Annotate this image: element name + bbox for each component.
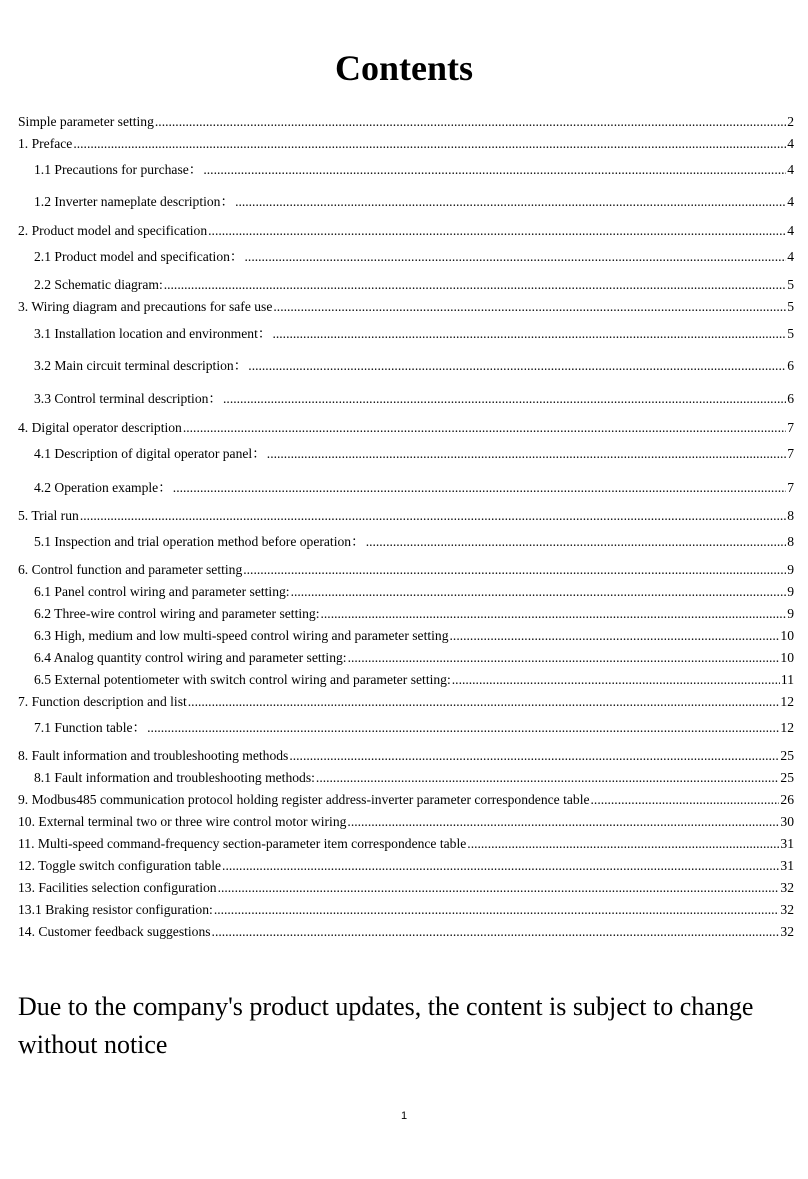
toc-entry-label: 4.1 Description of digital operator panel： xyxy=(34,446,266,461)
toc-entry-4-1[interactable] xyxy=(34,445,794,463)
toc-entry-page: 32 xyxy=(780,902,794,917)
toc-entry-page: 26 xyxy=(780,792,794,807)
toc-entry-label: 13.1 Braking resistor configuration: xyxy=(18,902,213,917)
toc-leader xyxy=(267,445,786,463)
toc-leader xyxy=(214,901,780,919)
toc-leader xyxy=(245,248,787,266)
toc-entry-label: 5. Trial run xyxy=(18,508,79,523)
toc-entry-label: 11. Multi-speed command-frequency section-parameter item correspondence table xyxy=(18,836,467,851)
toc-entry-6-4[interactable] xyxy=(34,649,794,667)
toc-entry-label: 2.2 Schematic diagram: xyxy=(34,277,163,292)
toc-entry-label: 4. Digital operator description xyxy=(18,420,182,435)
toc-leader xyxy=(289,747,779,765)
toc-entry-5-1[interactable] xyxy=(34,533,794,551)
toc-leader xyxy=(80,507,786,525)
toc-entry-page: 4 xyxy=(787,162,794,177)
toc-entry-6-1[interactable] xyxy=(34,583,794,601)
toc-entry-page: 9 xyxy=(787,606,794,621)
toc-entry-page: 11 xyxy=(780,672,794,687)
toc-entry-page: 5 xyxy=(787,299,794,314)
toc-entry-page: 32 xyxy=(780,880,794,895)
toc-leader xyxy=(218,879,780,897)
toc-entry-page: 10 xyxy=(780,650,794,665)
toc-entry-label: 3. Wiring diagram and precautions for safe use xyxy=(18,299,273,314)
toc-leader xyxy=(223,390,786,408)
toc-entry-2[interactable] xyxy=(18,222,794,240)
toc-leader xyxy=(73,135,786,153)
toc-leader xyxy=(248,357,786,375)
toc-leader xyxy=(212,923,780,941)
toc-leader xyxy=(348,649,780,667)
toc-entry-label: 6.3 High, medium and low multi-speed control wiring and parameter setting xyxy=(34,628,449,643)
toc-entry-page: 2 xyxy=(787,114,794,129)
toc-entry-14[interactable] xyxy=(18,923,794,941)
toc-leader xyxy=(208,222,786,240)
toc-leader xyxy=(188,693,780,711)
toc-entry-label: 6. Control function and parameter setting xyxy=(18,562,243,577)
toc-leader xyxy=(291,583,787,601)
toc-entry-2-1[interactable] xyxy=(34,248,794,266)
toc-entry-6-3[interactable] xyxy=(34,627,794,645)
toc-entry-page: 31 xyxy=(780,858,794,873)
toc-leader xyxy=(366,533,787,551)
toc-entry-label: 4.2 Operation example： xyxy=(34,480,172,495)
toc-entry-label: 5.1 Inspection and trial operation method before operation： xyxy=(34,534,365,549)
toc-entry-8[interactable] xyxy=(18,747,794,765)
toc-entry-label: 14. Customer feedback suggestions xyxy=(18,924,211,939)
toc-leader xyxy=(450,627,780,645)
toc-leader xyxy=(222,857,779,875)
toc-entry-page: 8 xyxy=(787,534,794,549)
toc-entry-page: 12 xyxy=(780,694,794,709)
toc-entry-label: 8.1 Fault information and troubleshooting methods: xyxy=(34,770,315,785)
toc-entry-3-1[interactable] xyxy=(34,325,794,343)
toc-entry-label: 6.1 Panel control wiring and parameter setting: xyxy=(34,584,290,599)
toc-leader xyxy=(316,769,779,787)
toc-leader xyxy=(321,605,787,623)
toc-leader xyxy=(173,479,786,497)
toc-leader xyxy=(347,813,779,831)
toc-entry-label: 1.2 Inverter nameplate description： xyxy=(34,194,235,209)
toc-leader xyxy=(273,298,786,316)
toc-entry-page: 4 xyxy=(787,136,794,151)
toc-entry-label: 6.5 External potentiometer with switch control wiring and parameter setting: xyxy=(34,672,451,687)
toc-entry-label: 3.2 Main circuit terminal description： xyxy=(34,358,248,373)
toc-entry-3-3[interactable] xyxy=(34,390,794,408)
toc-entry-page: 10 xyxy=(780,628,794,643)
toc-leader xyxy=(235,193,786,211)
toc-entry-13[interactable] xyxy=(18,879,794,897)
toc-entry-page: 32 xyxy=(780,924,794,939)
toc-entry-12[interactable] xyxy=(18,857,794,875)
toc-entry-label: 3.3 Control terminal description： xyxy=(34,391,223,406)
toc-entry-page: 25 xyxy=(780,770,794,785)
toc-entry-page: 8 xyxy=(787,508,794,523)
toc-leader xyxy=(272,325,786,343)
toc-entry-page: 25 xyxy=(780,748,794,763)
toc-entry-label: Simple parameter setting xyxy=(18,114,154,129)
toc-entry-13-1[interactable] xyxy=(18,901,794,919)
toc-leader xyxy=(183,419,786,437)
toc-leader xyxy=(164,276,786,294)
toc-entry-simple-parameter-setting[interactable] xyxy=(18,113,794,131)
toc-leader xyxy=(467,835,779,853)
toc-entry-label: 12. Toggle switch configuration table xyxy=(18,858,222,873)
toc-entry-4[interactable] xyxy=(18,419,794,437)
toc-entry-4-2[interactable] xyxy=(34,479,794,497)
toc-entry-page: 9 xyxy=(787,584,794,599)
toc-leader xyxy=(147,719,779,737)
page-number: 1 xyxy=(400,1110,408,1122)
toc-entry-6[interactable] xyxy=(18,561,794,579)
toc-leader xyxy=(452,671,780,689)
toc-leader xyxy=(203,161,786,179)
toc-entry-label: 6.2 Three-wire control wiring and parameter setting: xyxy=(34,606,320,621)
toc-entry-label: 7.1 Function table： xyxy=(34,720,147,735)
toc-entry-page: 7 xyxy=(787,420,794,435)
toc-entry-10[interactable] xyxy=(18,813,794,831)
toc-entry-3-2[interactable] xyxy=(34,357,794,375)
toc-entry-page: 4 xyxy=(787,194,794,209)
toc-entry-page: 9 xyxy=(787,562,794,577)
toc-entry-label: 1. Preface xyxy=(18,136,73,151)
toc-entry-1-2[interactable] xyxy=(34,193,794,211)
toc-entry-page: 6 xyxy=(787,391,794,406)
toc-entry-label: 3.1 Installation location and environment： xyxy=(34,326,272,341)
toc-entry-page: 31 xyxy=(780,836,794,851)
toc-entry-label: 7. Function description and list xyxy=(18,694,187,709)
toc-entry-label: 2.1 Product model and specification： xyxy=(34,249,244,264)
toc-entry-page: 5 xyxy=(787,326,794,341)
toc-entry-7-1[interactable] xyxy=(34,719,794,737)
change-notice: Due to the company's product updates, the content is subject to change without notice xyxy=(18,992,754,1059)
toc-entry-label: 9. Modbus485 communication protocol holding register address-inverter parameter correspondence table xyxy=(18,792,590,807)
toc-entry-2-2[interactable] xyxy=(34,276,794,294)
toc-entry-7[interactable] xyxy=(18,693,794,711)
toc-entry-page: 12 xyxy=(780,720,794,735)
toc-entry-3[interactable] xyxy=(18,298,794,316)
toc-entry-5[interactable] xyxy=(18,507,794,525)
page-title: Contents xyxy=(334,48,473,88)
toc-entry-11[interactable] xyxy=(18,835,794,853)
toc-entry-page: 4 xyxy=(787,223,794,238)
toc-entry-label: 8. Fault information and troubleshooting methods xyxy=(18,748,289,763)
toc-entry-label: 2. Product model and specification xyxy=(18,223,208,238)
toc-entry-8-1[interactable] xyxy=(34,769,794,787)
toc-entry-label: 6.4 Analog quantity control wiring and parameter setting: xyxy=(34,650,347,665)
toc-entry-page: 6 xyxy=(787,358,794,373)
toc-entry-1-1[interactable] xyxy=(34,161,794,179)
toc-entry-page: 4 xyxy=(787,249,794,264)
toc-entry-label: 10. External terminal two or three wire control motor wiring xyxy=(18,814,347,829)
toc-leader xyxy=(155,113,786,131)
toc-entry-page: 5 xyxy=(787,277,794,292)
toc-entry-page: 7 xyxy=(787,446,794,461)
toc-entry-6-2[interactable] xyxy=(34,605,794,623)
toc-entry-label: 1.1 Precautions for purchase： xyxy=(34,162,203,177)
toc-entry-page: 30 xyxy=(780,814,794,829)
toc-leader xyxy=(591,791,780,809)
toc-entry-9[interactable] xyxy=(18,791,794,809)
toc-entry-page: 7 xyxy=(787,480,794,495)
toc-entry-6-5[interactable] xyxy=(34,671,794,689)
toc-entry-label: 13. Facilities selection configuration xyxy=(18,880,217,895)
toc-leader xyxy=(243,561,786,579)
toc-entry-preface[interactable] xyxy=(18,135,794,153)
